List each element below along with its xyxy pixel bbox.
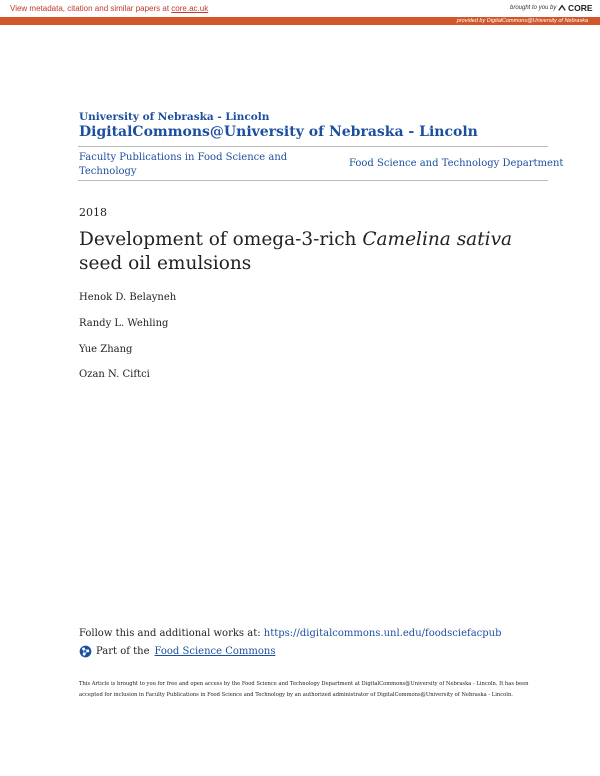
title-italic: Camelina sativa: [362, 229, 513, 250]
collection-link[interactable]: Faculty Publications in Food Science and Technology: [79, 152, 288, 177]
publication-year: 2018: [79, 206, 107, 219]
university-link[interactable]: University of Nebraska - Lincoln: [79, 111, 270, 123]
core-logo[interactable]: [558, 3, 593, 13]
part-of-line: [79, 645, 275, 658]
core-provided-text: provided by DigitalCommons@University of Nebraska: [456, 18, 588, 24]
access-notice: This Article is brought to you for free and open access by the Food Science and Technology Department at DigitalCommons@University of Nebraska - Lincoln. It has been accepted for inclusion in Faculty Publications in Food Science and Technology by an authorized administrator of DigitalCommons@University of Nebraska - Lincoln.: [79, 681, 529, 698]
core-logo-icon: [558, 4, 566, 12]
article-title: [79, 228, 549, 276]
commons-link[interactable]: Food Science Commons: [154, 646, 276, 657]
divider: [78, 146, 548, 147]
department-link[interactable]: Food Science and Technology Department: [349, 158, 564, 169]
author-name: Randy L. Wehling: [79, 318, 169, 329]
follow-text: Follow this and additional works at:: [79, 628, 264, 639]
core-logo-text: CORE: [568, 3, 593, 13]
repository-link[interactable]: DigitalCommons@University of Nebraska - Lincoln: [79, 124, 478, 140]
core-view-label: View metadata, citation and similar papers at: [10, 4, 172, 13]
part-of-text: Part of the: [96, 646, 150, 657]
divider: [78, 180, 548, 181]
author-name: Henok D. Belayneh: [79, 292, 177, 303]
core-view-text: [10, 4, 208, 13]
brought-to-you-text: brought to you by: [510, 5, 557, 11]
author-name: Yue Zhang: [79, 344, 133, 355]
core-provided-bar: [0, 17, 600, 25]
title-part-2: seed oil emulsions: [79, 253, 252, 274]
follow-link[interactable]: https://digitalcommons.unl.edu/foodsciefacpub: [263, 628, 502, 639]
title-part-1: Development of omega-3-rich: [79, 229, 363, 250]
author-name: Ozan N. Ciftci: [79, 369, 150, 380]
network-icon: [79, 645, 92, 658]
follow-line: [79, 628, 502, 639]
core-link[interactable]: core.ac.uk: [171, 4, 209, 13]
